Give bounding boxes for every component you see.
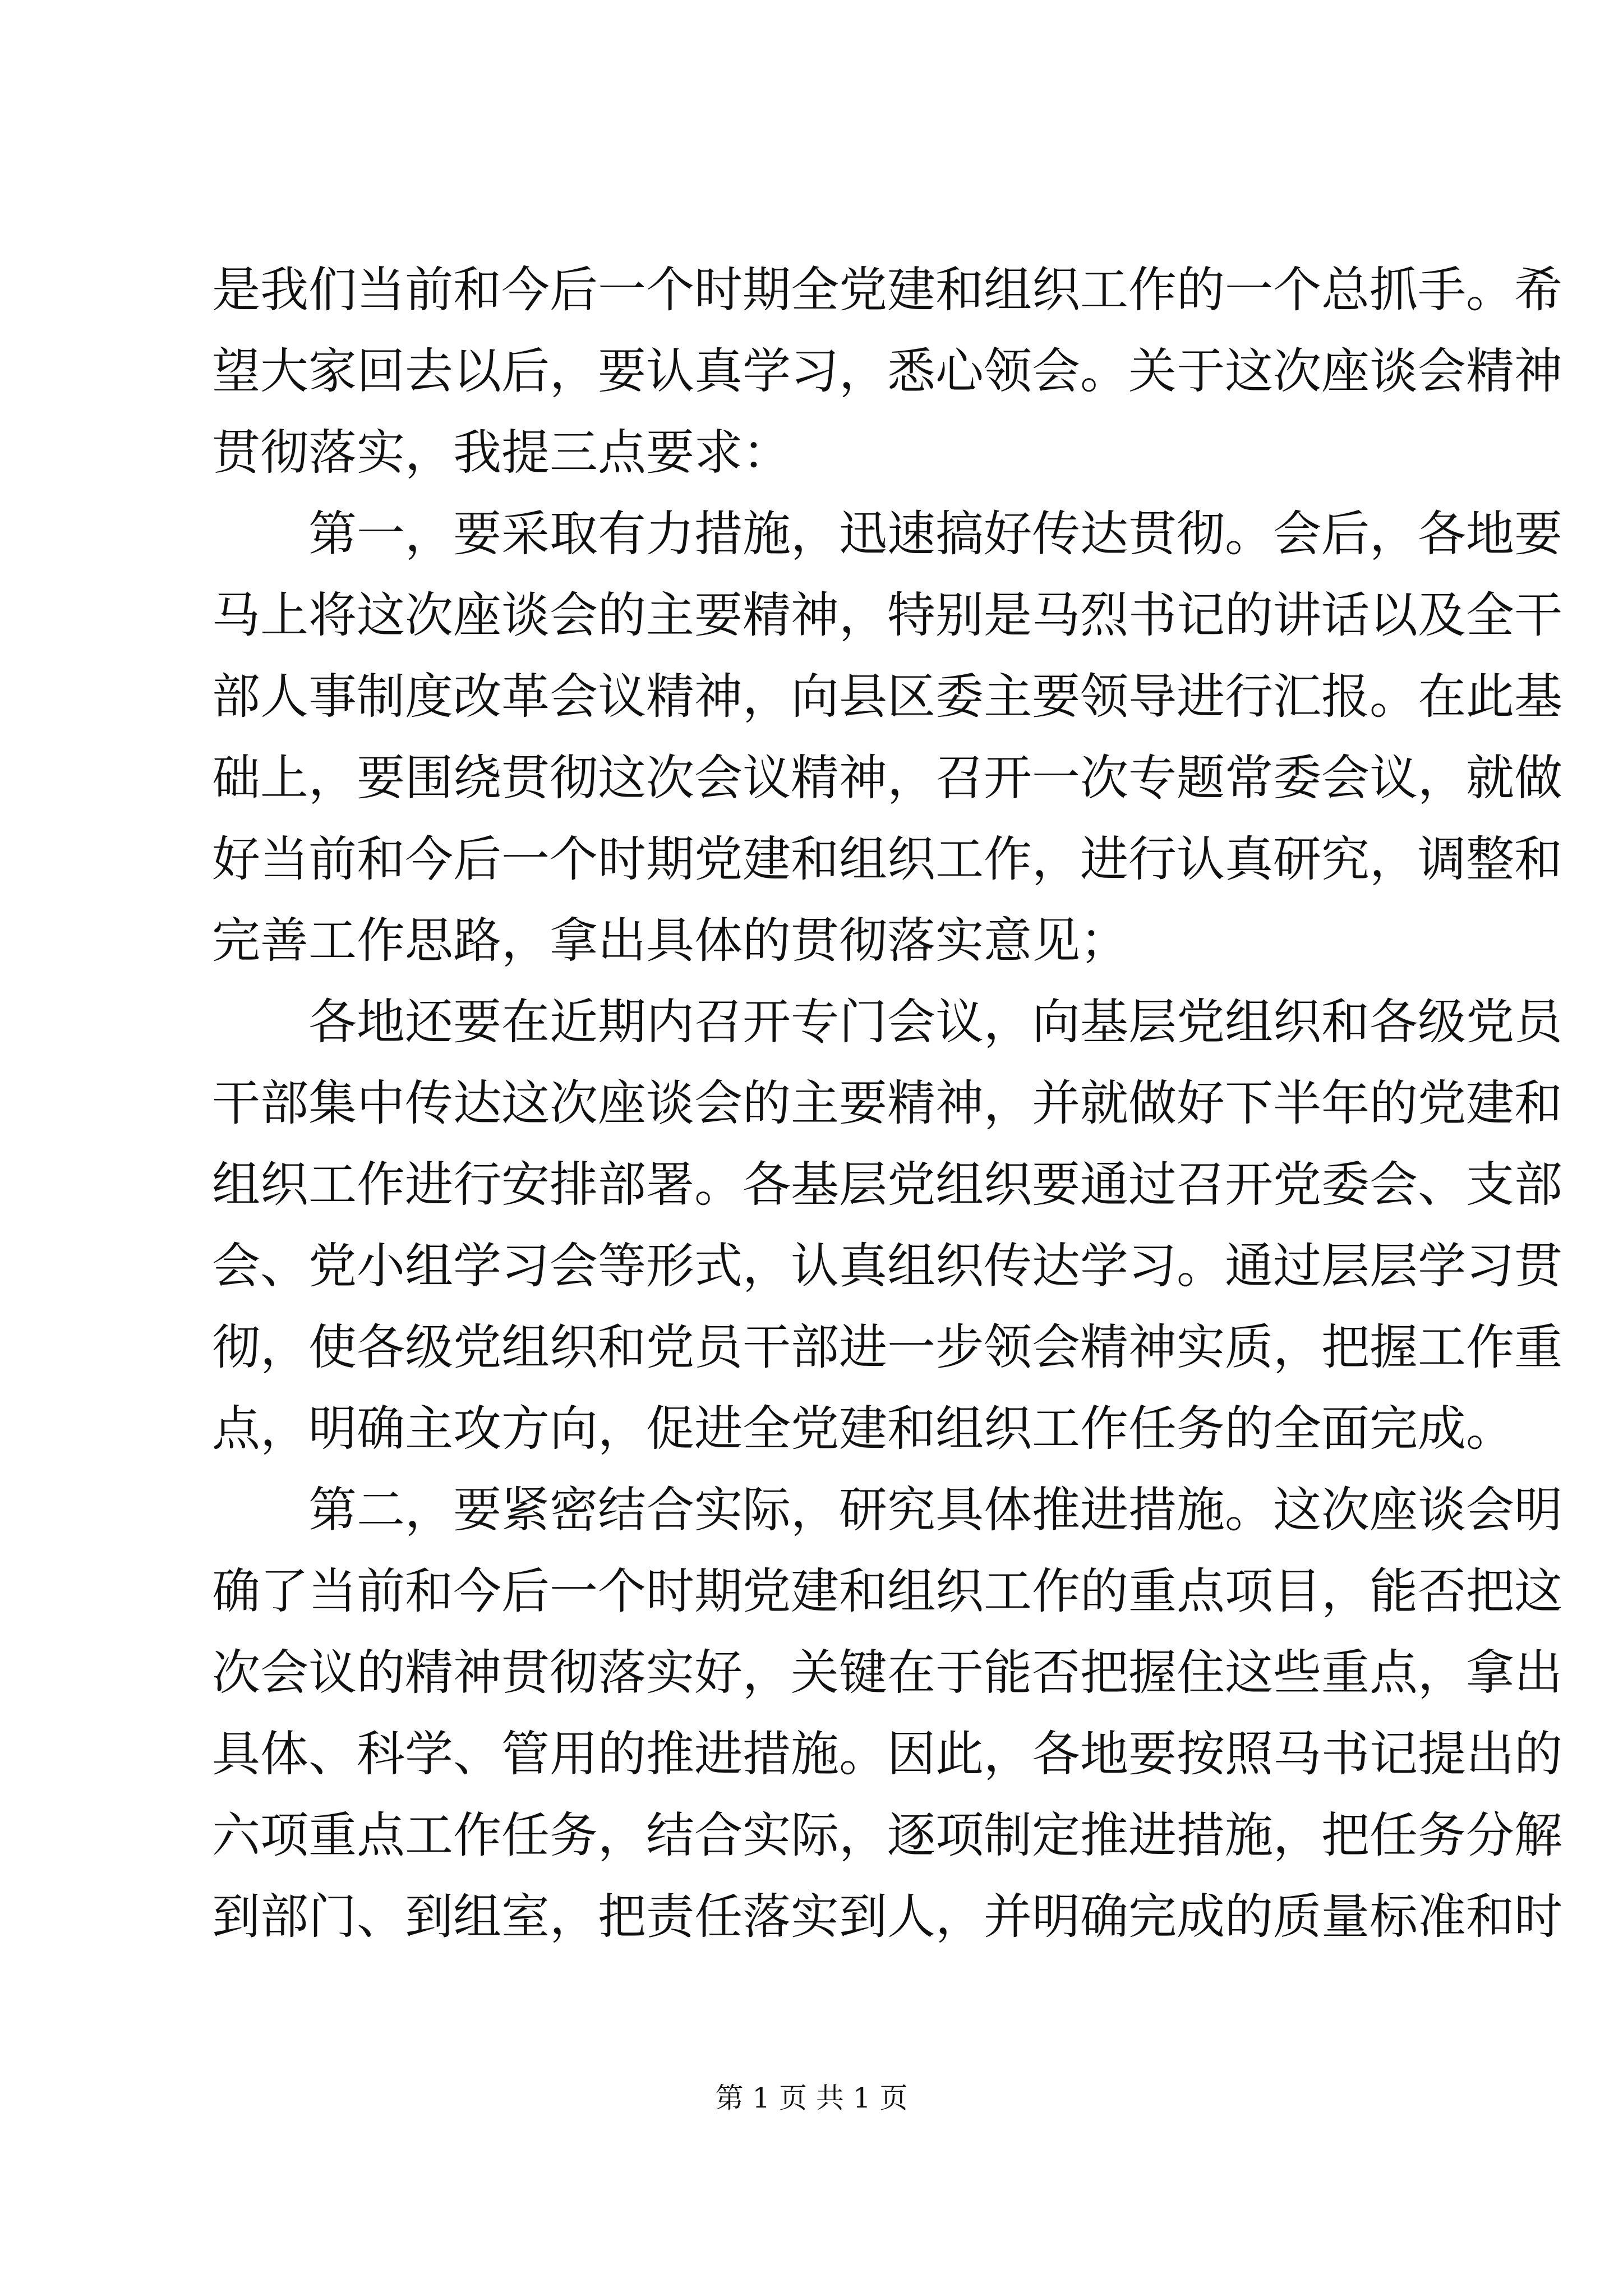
text-line: 部人事制度改革会议精神，向县区委主要领导进行汇报。在此基 [212,669,1562,725]
text-line: 础上，要围绕贯彻这次会议精神，召开一次专题常委会议，就做 [212,750,1562,806]
text-line: 点，明确主攻方向，促进全党建和组织工作任务的全面完成。 [212,1401,1514,1457]
text-line: 是我们当前和今后一个时期全党建和组织工作的一个总抓手。希 [212,262,1562,318]
text-line: 具体、科学、管用的推进措施。因此，各地要按照马书记提出的 [212,1726,1562,1782]
text-line: 组织工作进行安排部署。各基层党组织要通过召开党委会、支部 [212,1157,1562,1213]
page-number-label: 第 1 页 共 1 页 [715,2082,908,2114]
text-line: 望大家回去以后，要认真学习，悉心领会。关于这次座谈会精神 [212,343,1562,399]
text-line: 六项重点工作任务，结合实际，逐项制定推进措施，把任务分解 [212,1807,1562,1864]
text-line: 确了当前和今后一个时期党建和组织工作的重点项目，能否把这 [212,1563,1562,1619]
text-line: 好当前和今后一个时期党建和组织工作，进行认真研究，调整和 [212,831,1562,887]
text-line: 干部集中传达这次座谈会的主要精神，并就做好下半年的党建和 [212,1075,1562,1131]
text-line: 彻，使各级党组织和党员干部进一步领会精神实质，把握工作重 [212,1319,1562,1375]
paragraph-first-line: 第二，要紧密结合实际，研究具体推进措施。这次座谈会明 [308,1482,1562,1538]
text-line: 次会议的精神贯彻落实好，关键在于能否把握住这些重点，拿出 [212,1645,1562,1701]
paragraph-first-line: 各地还要在近期内召开专门会议，向基层党组织和各级党员 [308,994,1562,1050]
text-line: 到部门、到组室，把责任落实到人，并明确完成的质量标准和时 [212,1889,1562,1945]
body-text [212,250,1562,1958]
text-line: 贯彻落实，我提三点要求： [212,425,791,481]
page-footer [0,2078,1623,2118]
text-line: 会、党小组学习会等形式，认真组织传达学习。通过层层学习贯 [212,1238,1562,1294]
text-line: 马上将这次座谈会的主要精神，特别是马烈书记的讲话以及全干 [212,587,1562,643]
paragraph-first-line: 第一，要采取有力措施，迅速搞好传达贯彻。会后，各地要 [308,506,1562,562]
text-line: 完善工作思路，拿出具体的贯彻落实意见； [212,913,1128,969]
